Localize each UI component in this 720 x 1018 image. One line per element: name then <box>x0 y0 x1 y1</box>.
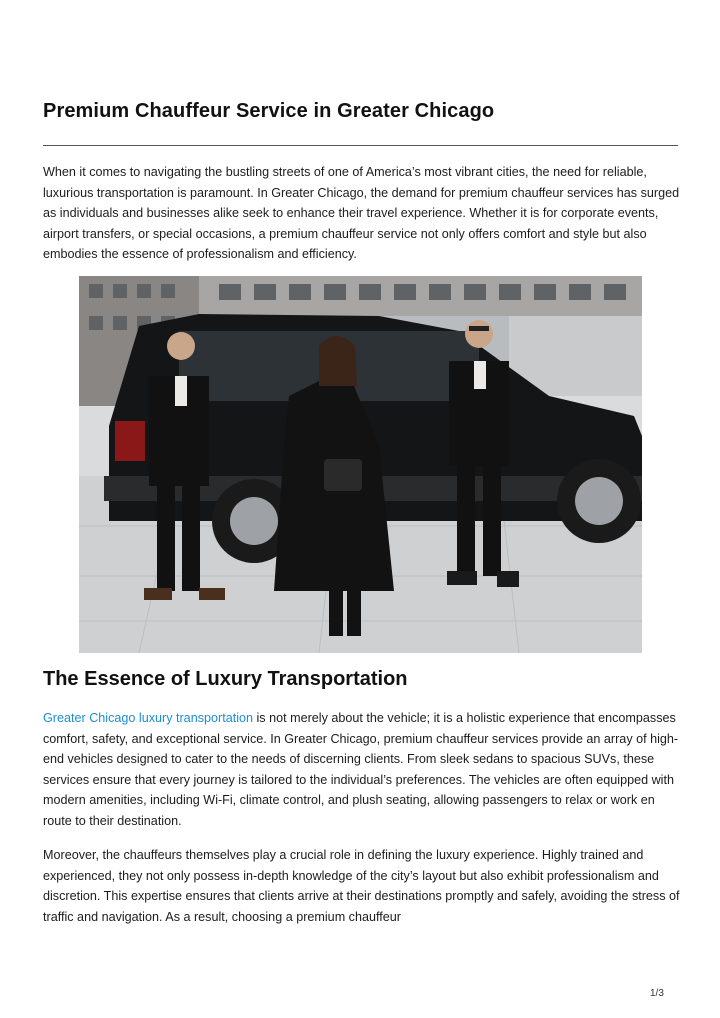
chauffeur-photo <box>79 276 642 653</box>
section-paragraph-1 <box>43 708 683 831</box>
title-divider <box>43 145 678 146</box>
section-paragraph-2: Moreover, the chauffeurs themselves play a crucial role in defining the luxury experience. Highly trained and experienced, they not only possess in-depth knowledge of the city’s layout but also exhibit professionalism and discretion. This expertise ensures that clients arrive at their destinations promptly and safely, avoiding the stress of traffic and navigation. As a result, choosing a premium chauffeur <box>43 848 680 924</box>
section-heading: The Essence of Luxury Transportation <box>43 668 408 690</box>
intro-paragraph: When it comes to navigating the bustling streets of one of America’s most vibrant cities, the need for reliable, luxurious transportation is paramount. In Greater Chicago, the demand for premium chauffeur services has surged as individuals and businesses alike seek to enhance their travel experience. Whether it is for corporate events, airport transfers, or special occasions, a premium chauffeur service not only offers comfort and style but also embodies the essence of professionalism and efficiency. <box>43 165 680 261</box>
paragraph-1-text: is not merely about the vehicle; it is a holistic experience that encompasses comfort, safety, and exceptional service. In Greater Chicago, premium chauffeur services provide an array of high-end vehicles designed to cater to the needs of discerning clients. From sleek sedans to spacious SUVs, these services ensure that every journey is tailored to the individual’s preferences. The vehicles are often equipped with modern amenities, including Wi-Fi, climate control, and plush seating, allowing passengers to relax or work en route to their destination. <box>43 711 679 828</box>
page-title: Premium Chauffeur Service in Greater Chicago <box>43 100 495 122</box>
luxury-transportation-link[interactable]: Greater Chicago luxury transportation <box>43 711 253 725</box>
page-number: 1/3 <box>650 988 664 999</box>
